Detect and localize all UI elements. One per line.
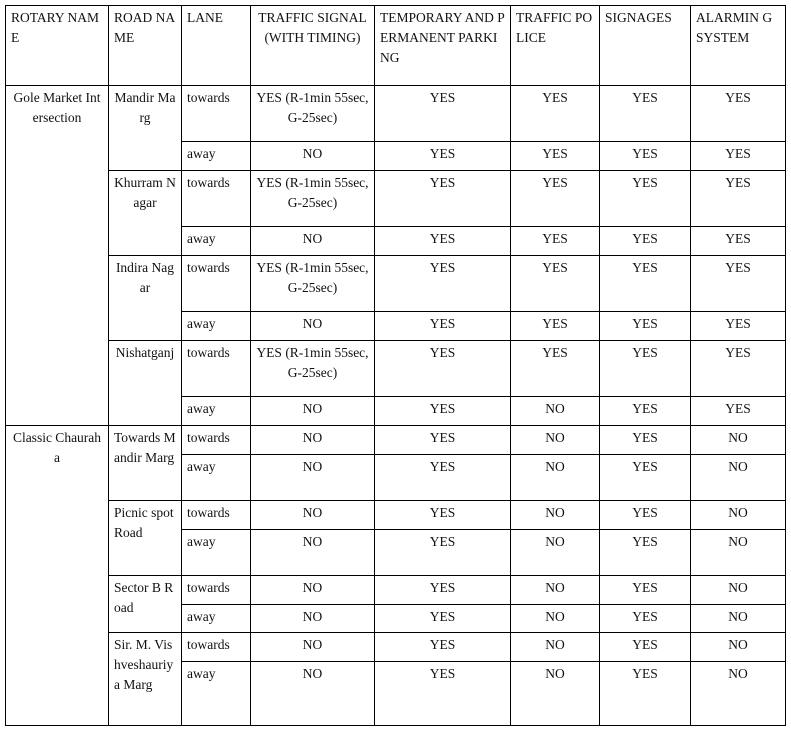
traffic-police-cell: NO <box>511 662 600 726</box>
table-row <box>6 171 786 227</box>
signages-cell: YES <box>600 576 691 605</box>
parking-cell: YES <box>375 227 511 256</box>
alarming-system-cell: YES <box>691 227 786 256</box>
lane-cell: towards <box>182 86 251 142</box>
road-name-cell: Indira Nagar <box>109 256 182 341</box>
lane-cell: towards <box>182 576 251 605</box>
header-rotary-name: ROTARY NAME <box>6 6 109 86</box>
table-body <box>6 86 786 726</box>
traffic-police-cell: YES <box>511 142 600 171</box>
lane-cell: towards <box>182 256 251 312</box>
lane-cell: away <box>182 605 251 633</box>
header-parking: TEMPORARY AND PERMANENT PARKING <box>375 6 511 86</box>
traffic-signal-cell: NO <box>251 455 375 501</box>
parking-cell: YES <box>375 256 511 312</box>
signages-cell: YES <box>600 256 691 312</box>
alarming-system-cell: NO <box>691 662 786 726</box>
table-row <box>6 256 786 312</box>
alarming-system-cell: NO <box>691 455 786 501</box>
traffic-signal-cell: NO <box>251 227 375 256</box>
lane-cell: away <box>182 455 251 501</box>
traffic-signal-cell: NO <box>251 501 375 530</box>
traffic-police-cell: NO <box>511 530 600 576</box>
parking-cell: YES <box>375 312 511 341</box>
traffic-police-cell: YES <box>511 312 600 341</box>
alarming-system-cell: NO <box>691 576 786 605</box>
traffic-signal-cell: NO <box>251 576 375 605</box>
parking-cell: YES <box>375 341 511 397</box>
alarming-system-cell: NO <box>691 501 786 530</box>
lane-cell: away <box>182 227 251 256</box>
table-row <box>6 426 786 455</box>
table-row <box>6 633 786 662</box>
parking-cell: YES <box>375 426 511 455</box>
alarming-system-cell: YES <box>691 256 786 312</box>
signages-cell: YES <box>600 426 691 455</box>
table-row <box>6 341 786 397</box>
traffic-police-cell: YES <box>511 256 600 312</box>
lane-cell: towards <box>182 426 251 455</box>
lane-cell: away <box>182 142 251 171</box>
alarming-system-cell: NO <box>691 426 786 455</box>
alarming-system-cell: YES <box>691 142 786 171</box>
signages-cell: YES <box>600 455 691 501</box>
table-row <box>6 576 786 605</box>
parking-cell: YES <box>375 576 511 605</box>
alarming-system-cell: NO <box>691 605 786 633</box>
parking-cell: YES <box>375 86 511 142</box>
signages-cell: YES <box>600 171 691 227</box>
traffic-police-cell: YES <box>511 341 600 397</box>
road-name-cell: Mandir Marg <box>109 86 182 171</box>
traffic-signal-cell: NO <box>251 662 375 726</box>
signages-cell: YES <box>600 227 691 256</box>
lane-cell: towards <box>182 171 251 227</box>
header-signages: SIGNAGES <box>600 6 691 86</box>
signages-cell: YES <box>600 341 691 397</box>
traffic-signal-cell: NO <box>251 426 375 455</box>
traffic-police-cell: YES <box>511 227 600 256</box>
traffic-signal-cell: NO <box>251 142 375 171</box>
traffic-signal-cell: YES (R-1min 55sec, G-25sec) <box>251 256 375 312</box>
parking-cell: YES <box>375 530 511 576</box>
traffic-police-cell: YES <box>511 86 600 142</box>
traffic-signal-cell: YES (R-1min 55sec, G-25sec) <box>251 341 375 397</box>
alarming-system-cell: YES <box>691 397 786 426</box>
lane-cell: away <box>182 312 251 341</box>
road-name-cell: Nishatganj <box>109 341 182 426</box>
header-road-name: ROAD NAME <box>109 6 182 86</box>
traffic-survey-table <box>5 5 786 726</box>
lane-cell: towards <box>182 341 251 397</box>
signages-cell: YES <box>600 86 691 142</box>
parking-cell: YES <box>375 662 511 726</box>
parking-cell: YES <box>375 171 511 227</box>
road-name-cell: Khurram Nagar <box>109 171 182 256</box>
alarming-system-cell: YES <box>691 86 786 142</box>
signages-cell: YES <box>600 397 691 426</box>
lane-cell: away <box>182 530 251 576</box>
traffic-signal-cell: YES (R-1min 55sec, G-25sec) <box>251 86 375 142</box>
alarming-system-cell: YES <box>691 341 786 397</box>
table-row <box>6 86 786 142</box>
road-name-cell: Sir. M. Vishveshauriya Marg <box>109 633 182 726</box>
header-traffic-signal: TRAFFIC SIGNAL (WITH TIMING) <box>251 6 375 86</box>
signages-cell: YES <box>600 662 691 726</box>
signages-cell: YES <box>600 633 691 662</box>
traffic-police-cell: NO <box>511 633 600 662</box>
header-traffic-police: TRAFFIC POLICE <box>511 6 600 86</box>
rotary-name-cell: Classic Chauraha <box>6 426 109 726</box>
parking-cell: YES <box>375 455 511 501</box>
traffic-police-cell: NO <box>511 501 600 530</box>
road-name-cell: Towards Mandir Marg <box>109 426 182 501</box>
alarming-system-cell: NO <box>691 530 786 576</box>
table-container <box>5 5 786 726</box>
traffic-signal-cell: NO <box>251 397 375 426</box>
lane-cell: away <box>182 397 251 426</box>
traffic-signal-cell: YES (R-1min 55sec, G-25sec) <box>251 171 375 227</box>
traffic-police-cell: YES <box>511 171 600 227</box>
parking-cell: YES <box>375 397 511 426</box>
parking-cell: YES <box>375 501 511 530</box>
header-alarming-system: ALARMIN G SYSTEM <box>691 6 786 86</box>
parking-cell: YES <box>375 633 511 662</box>
traffic-police-cell: NO <box>511 576 600 605</box>
lane-cell: towards <box>182 633 251 662</box>
table-row <box>6 501 786 530</box>
traffic-signal-cell: NO <box>251 633 375 662</box>
road-name-cell: Sector B Road <box>109 576 182 633</box>
alarming-system-cell: YES <box>691 312 786 341</box>
traffic-police-cell: NO <box>511 455 600 501</box>
signages-cell: YES <box>600 142 691 171</box>
traffic-signal-cell: NO <box>251 530 375 576</box>
traffic-police-cell: NO <box>511 397 600 426</box>
traffic-signal-cell: NO <box>251 312 375 341</box>
signages-cell: YES <box>600 530 691 576</box>
alarming-system-cell: YES <box>691 171 786 227</box>
signages-cell: YES <box>600 312 691 341</box>
header-row <box>6 6 786 86</box>
road-name-cell: Picnic spot Road <box>109 501 182 576</box>
rotary-name-cell: Gole Market Intersection <box>6 86 109 426</box>
lane-cell: towards <box>182 501 251 530</box>
signages-cell: YES <box>600 605 691 633</box>
signages-cell: YES <box>600 501 691 530</box>
alarming-system-cell: NO <box>691 633 786 662</box>
parking-cell: YES <box>375 142 511 171</box>
traffic-police-cell: NO <box>511 426 600 455</box>
parking-cell: YES <box>375 605 511 633</box>
header-lane: LANE <box>182 6 251 86</box>
lane-cell: away <box>182 662 251 726</box>
traffic-signal-cell: NO <box>251 605 375 633</box>
traffic-police-cell: NO <box>511 605 600 633</box>
